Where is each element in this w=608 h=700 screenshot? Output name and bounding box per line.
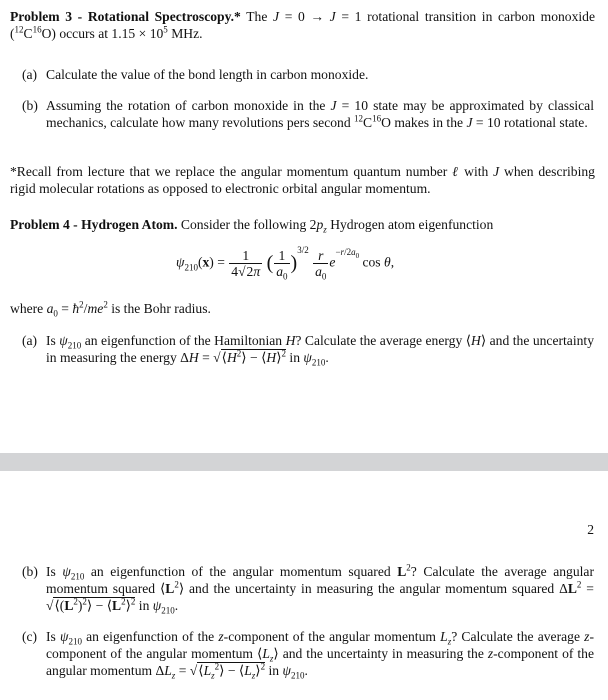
problem-4-heading: Problem 4 - Hydrogen Atom.: [10, 217, 178, 232]
bohr-radius-note: where $a_0$ = $ħ^2/me^2$ is the Bohr radius.: [10, 299, 211, 319]
part-text: Assuming the rotation of carbon monoxide in the J = 10 state may be approximated by classical mechanics, calculate how many revolutions pers second $^{12}C^{16}O$ makes in the J = 10 rotational state.: [46, 98, 594, 130]
page-number: 2: [587, 522, 594, 537]
part-text: Is $\psi_{210}$ an eigenfunction of the Hamiltonian H? Calculate the average energy ⟨H⟩ and the uncertainty in measuring the energy $\Delta H = √⟨H^2⟩$ − ⟨H⟩$^2$ in $\psi_{210}$.: [46, 333, 594, 368]
footnote: *Recall from lecture that we replace the angular momentum quantum number ℓ with J when describing rigid molecular rotations as opposed to electronic orbital angular momentum.: [10, 164, 595, 196]
part-label: (a): [22, 333, 38, 348]
problem-4-intro: Problem 4 - Hydrogen Atom. Consider the following $2p_z$ Hydrogen atom eigenfunction: [10, 217, 494, 235]
page-break-divider: [0, 453, 608, 471]
part-label: (b): [22, 564, 38, 579]
problem-3-heading: Problem 3 - Rotational Spectroscopy.*: [10, 9, 241, 24]
part-text: Is $\psi_{210}$ an eigenfunction of the angular momentum squared $L^2$? Calculate the average angular momentum squared $⟨L^2⟩$ and the uncertainty in measuring the angular momentum squared $\Delta L^2$ = $√⟨(L^2)^2⟩$ − $⟨L^2⟩^2$ in $\psi_{210}$.: [46, 562, 594, 616]
part-label: (b): [22, 98, 38, 113]
part-text: Is $\psi_{210}$ an eigenfunction of the z-component of the angular momentum $L_z$? Calculate the average z-component of the angular momentum $⟨L_z⟩$ and the uncertainty in measuring the z-component of the angular momentum $\Delta L_z$ = $√⟨L_z^2⟩$ − $⟨L_z⟩^2$ in $\psi_{210}$.: [46, 629, 595, 681]
part-text: Calculate the value of the bond length in carbon monoxide.: [46, 67, 369, 82]
wavefunction-equation: $\psi_{210}(x)$ = $\frac{1}{4√2\pi}$ ( $\frac{1}{a_0}$ )$^{3/2}$ $\frac{r}{a_0}$ $e^{-r/2a_0}$ cos θ,: [176, 245, 395, 282]
part-label: (c): [22, 629, 38, 644]
problem-3-intro: Problem 3 - Rotational Spectroscopy.* The J = 0 → J = 1 rotational transition in carbon monoxide $(^{12}C^{16}O)$ occurs at $1.15 \times 10^5$ MHz.: [10, 9, 595, 41]
part-label: (a): [22, 67, 38, 82]
